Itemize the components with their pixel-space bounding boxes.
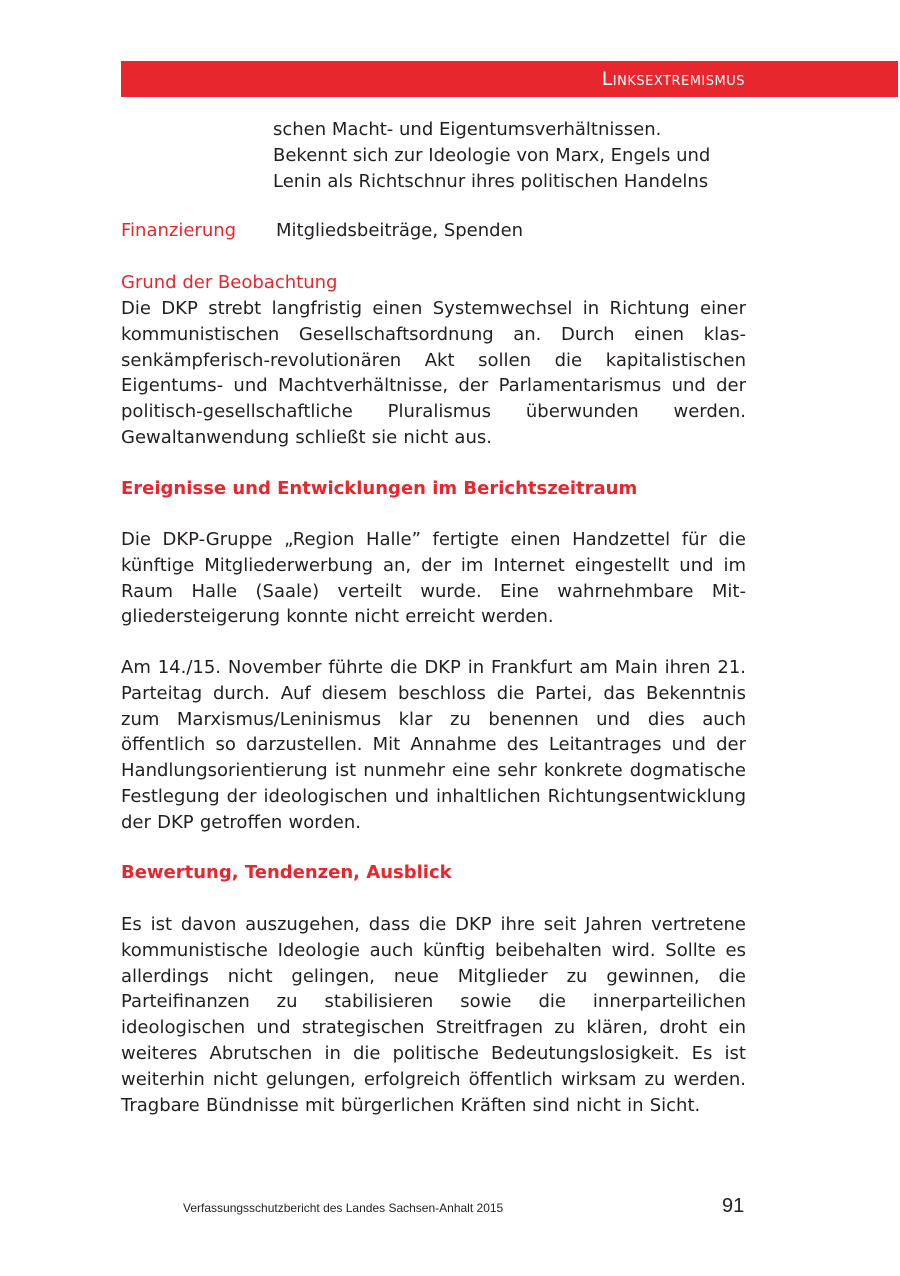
continuation-line: Lenin als Richtschnur ihres politischen Handelns [273, 170, 709, 192]
observation-text: Die DKP strebt langfristig einen Systemwechsel in Richtung einer kommunistischen Gesellschaftsordnung an. Durch einen klassenkämpferisch-revolutionären Akt sollen die kapitalistischen Eigentums- und Machtverhältnisse, der Parlamentarismus und der politisch-gesellschaftliche Pluralismus überwunden werden. Gewaltanwendung schließt sie nicht aus. [121, 298, 746, 448]
section-header-bar [121, 61, 898, 97]
page-number: 91 [722, 1195, 745, 1217]
events-heading: Ereignisse und Entwicklungen im Berichtszeitraum [121, 478, 638, 499]
observation-label: Grund der Beobachtung [121, 272, 338, 293]
events-paragraph-2: Am 14./15. November führte die DKP in Frankfurt am Main ihren 21. Parteitag durch. Auf diesem beschloss die Partei, das Bekenntnis zum Marxismus/Leninismus klar zu benennen und dies auch öffentlich so darzustellen. Mit Annahme des Leitantrages und der Handlungsorientierung ist nunmehr eine sehr konkrete dogmatische Festlegung der ideologischen und inhaltlichen Richtungsentwicklung der DKP getroffen worden. [121, 657, 746, 833]
footer-report-title: Verfassungsschutzbericht des Landes Sachsen-Anhalt 2015 [183, 1201, 504, 1215]
financing-value: Mitgliedsbeiträge, Spenden [276, 220, 524, 241]
continuation-line: schen Macht- und Eigentumsverhältnissen. [273, 119, 662, 140]
profile-continuation [273, 117, 746, 194]
financing-label: Finanzierung [121, 220, 237, 241]
assessment-heading: Bewertung, Tendenzen, Ausblick [121, 862, 452, 883]
continuation-line: Bekennt sich zur Ideologie von Marx, Engels und [273, 144, 711, 166]
assessment-paragraph: Es ist davon auszugehen, dass die DKP ihre seit Jahren vertretene kommunistische Ideologie auch künftig beibehalten wird. Sollte es allerdings nicht gelingen, neue Mitglieder zu gewinnen, die Parteifinanzen zu stabilisieren sowie die innerparteilichen ideologischen und strategischen Streitfragen zu klären, droht ein weiteres Abrutschen in die politische Bedeutungslosigkeit. Es ist weiterhin nicht gelungen, erfolgreich öffentlich wirksam zu werden. Tragbare Bündnisse mit bürgerlichen Kräften sind nicht in Sicht. [121, 914, 746, 1116]
section-title: Linksextremismus [601, 68, 745, 90]
events-paragraph-1: Die DKP-Gruppe „Region Halle” fertigte einen Handzettel für die künftige Mitgliederwerbung an, der im Internet eingestellt und im Raum Halle (Saale) verteilt wurde. Eine wahrnehmbare Mitgliedersteigerung konnte nicht erreicht werden. [121, 529, 746, 628]
